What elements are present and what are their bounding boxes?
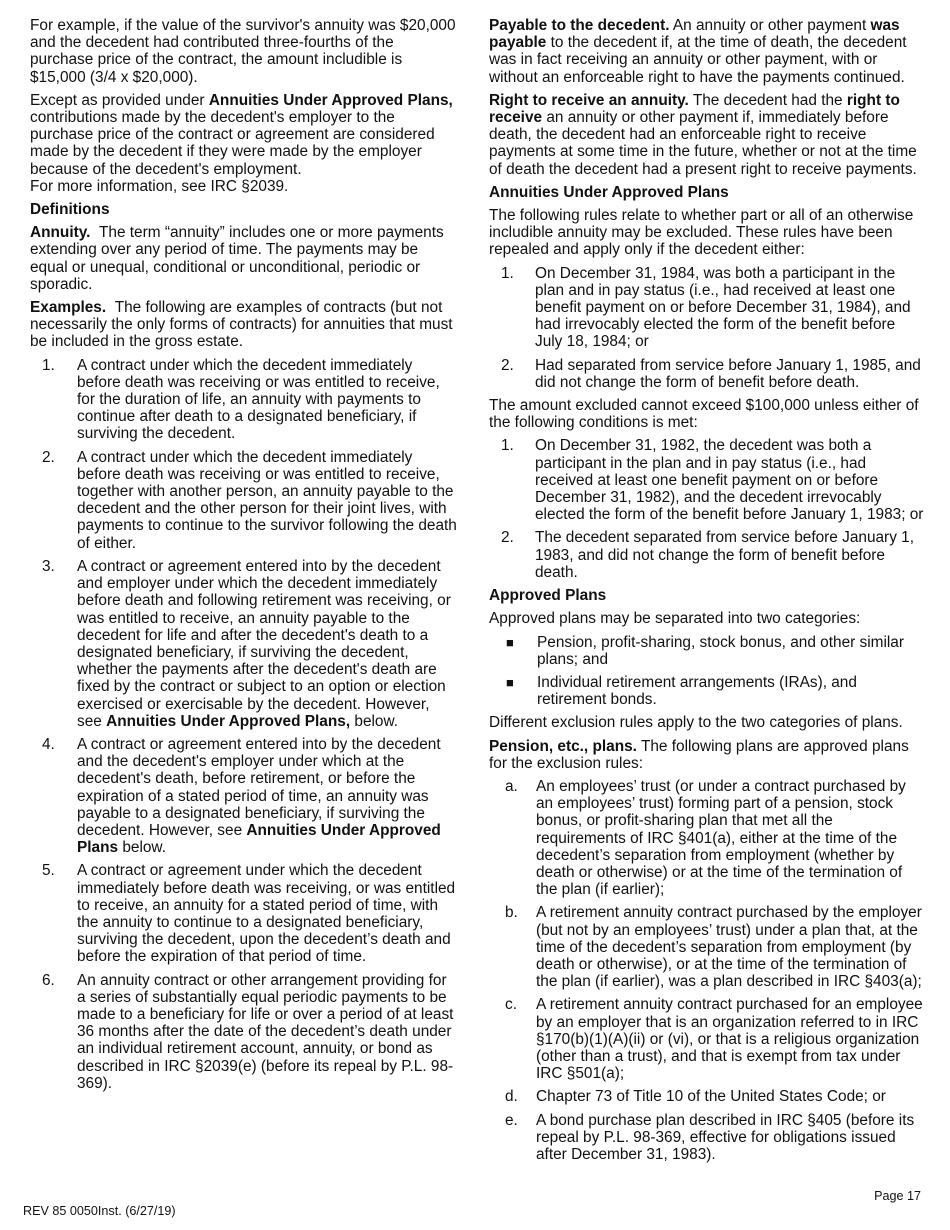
rules-intro: The following rules relate to whether part or all of an otherwise includible annuity may be excluded. These rules have been repealed and apply only if the decedent either: <box>489 207 914 259</box>
pension-plans-intro: Pension, etc., plans. The following plans are approved plans for the exclusion rules: <box>489 737 909 772</box>
approved-plans-list <box>489 778 924 1163</box>
list-item: 5. A contract or agreement under which the decedent immediately before death was receiving, or was entitled to receive, an annuity for a stated period of time, with the annuity to continue to a designated beneficiary, surviving the decedent, upon the decedent’s death and before the expiration of that period of time. <box>42 862 456 966</box>
list-item: b. A retirement annuity contract purchased by the employer (but not by an employees’ trust) under a plan that, at the time of the decedent’s separation from employment (by death or otherwise), or at the time of the termination of the plan (if earlier), was a plan described in IRC §403(a); <box>505 904 922 991</box>
list-item: 4. A contract or agreement entered into by the decedent and the decedent's employer under which at the decedent's death, before retirement, or before the expiration of a stated period of time, an annuity was payable to a designated beneficiary, if surviving the decedent. However, see Annuities Under Approved Plans below. <box>42 735 441 857</box>
list-item: ■ Individual retirement arrangements (IRAs), and retirement bonds. <box>506 673 857 709</box>
square-bullet-icon: ■ <box>506 634 514 650</box>
example-paragraph: For example, if the value of the survivor's annuity was $20,000 and the decedent had contributed three-fourths of the purchase price of the contract, the amount includible is $15,000 (3/4 x $20,000). <box>30 17 456 86</box>
annuities-approved-plans-heading: Annuities Under Approved Plans <box>489 183 729 201</box>
rules-list <box>489 265 924 391</box>
annuities-approved-plans-ref: Annuities Under Approved Plans, <box>208 91 453 109</box>
annuity-definition: Annuity. The term “annuity” includes one or more payments extending over any period of time. The payments may be equal or unequal, conditional or unconditional, periodic or sporadic. <box>30 224 444 293</box>
form-identifier: REV 85 0050Inst. (6/27/19) <box>23 1204 176 1218</box>
list-item: d. Chapter 73 of Title 10 of the United States Code; or <box>505 1088 886 1106</box>
list-item: 2. A contract under which the decedent immediately before death was receiving or was entitled to receive, together with another person, an annuity payable to the decedent and the other person for their joint lives, with payments to continue to the survivor following the death of either. <box>42 448 457 552</box>
list-item: 1. A contract under which the decedent immediately before death was receiving or was entitled to receive, for the duration of life, an annuity with payments to continue after death to a designated beneficiary, if surviving the decedent. <box>42 356 440 443</box>
amount-excluded-paragraph: The amount excluded cannot exceed $100,000 unless either of the following conditions is met: <box>489 397 919 432</box>
categories-list <box>489 634 924 709</box>
list-item: a. An employees’ trust (or under a contract purchased by an employees’ trust) forming part of a pension, stock bonus, or profit-sharing plan that met all the requirements of IRC §401(a), either at the time of the decedent’s separation from employment (whether by death or otherwise) or at the time of the termination of the plan (if earlier); <box>505 777 906 899</box>
conditions-list <box>489 437 924 581</box>
list-item: 3. A contract or agreement entered into by the decedent and employer under which the decedent immediately before death and following retirement was receiving, or was entitled to receive, an annuity payable to the decedent for life and after the decedent's death to a designated beneficiary, if surviving the decedent, whether the payments after the decedent's death are fixed by the contract or subject to an option or election exercised or exercisable by the decedent. However, see Annuities Under Approved Plans, below. <box>42 557 451 730</box>
list-item: ■ Pension, profit-sharing, stock bonus, and other similar plans; and <box>506 633 904 668</box>
irc-2039-reference: For more information, see IRC §2039. <box>30 177 289 195</box>
categories-intro: Approved plans may be separated into two categories: <box>489 610 861 628</box>
list-item: 6. An annuity contract or other arrangement providing for a series of substantially equal periodic payments to be made to a beneficiary for life or over a period of at least 36 months after the date of the decedent’s death under an individual retirement account, annuity, or bond as described in IRC §2039(e) (before its repeal by P.L. 98-369). <box>42 971 454 1092</box>
list-item: 2. The decedent separated from service before January 1, 1983, and did not change the form of benefit before death. <box>501 529 914 581</box>
page-number: Page 17 <box>874 1189 921 1203</box>
employer-contribution-paragraph: Except as provided under Annuities Under Approved Plans, contributions made by the decedent's employer to the purchase price of the contract or agreement are considered made by the decedent if they were made by the employer because of the decedent's employment. For more information, see IRC §2039. <box>30 91 453 195</box>
approved-plans-heading: Approved Plans <box>489 587 607 605</box>
list-item: 1. On December 31, 1982, the decedent was both a participant in the plan and in pay status (i.e., had received at least one benefit payment on or before December 31, 1982), and the decedent irrevocably elected the form of the benefit before January 1, 1983; or <box>501 437 924 524</box>
list-item: 2. Had separated from service before January 1, 1985, and did not change the form of benefit before death. <box>501 356 921 391</box>
list-item: 1. On December 31, 1984, was both a participant in the plan and in pay status (i.e., had received at least one benefit payment on or before December 31, 1984), and had irrevocably elected the form of the benefit before July 18, 1984; or <box>501 264 911 351</box>
list-item: e. A bond purchase plan described in IRC §405 (before its repeal by P.L. 98-369, effective for obligations issued after December 31, 1983). <box>505 1111 915 1163</box>
right-column <box>489 17 924 1169</box>
examples-intro: Examples. The following are examples of contracts (but not necessarily the only forms of contracts) for annuities that must be included in the gross estate. <box>30 299 453 351</box>
square-bullet-icon: ■ <box>506 674 514 690</box>
right-to-receive-definition: Right to receive an annuity. The decedent had the right to receive an annuity or other payment if, immediately before death, the decedent had an enforceable right to receive payments at some time in the future, whether or not at the time of death the decedent had a present right to receive payments. <box>489 91 917 178</box>
left-column <box>30 17 458 1098</box>
different-rules-paragraph: Different exclusion rules apply to the two categories of plans. <box>489 714 903 732</box>
definitions-heading: Definitions <box>30 201 110 219</box>
payable-definition: Payable to the decedent. An annuity or other payment was payable to the decedent if, at the time of death, the decedent was in fact receiving an annuity or other payment, with or without an enforceable right to have the payments continued. <box>489 17 907 86</box>
examples-list <box>30 357 458 1092</box>
list-item: c. A retirement annuity contract purchased for an employee by an employer that is an organization referred to in IRC §170(b)(1)(A)(ii) or (vi), or that is a religious organization (other than a trust), and that is exempt from tax under IRC §501(a); <box>505 996 923 1083</box>
